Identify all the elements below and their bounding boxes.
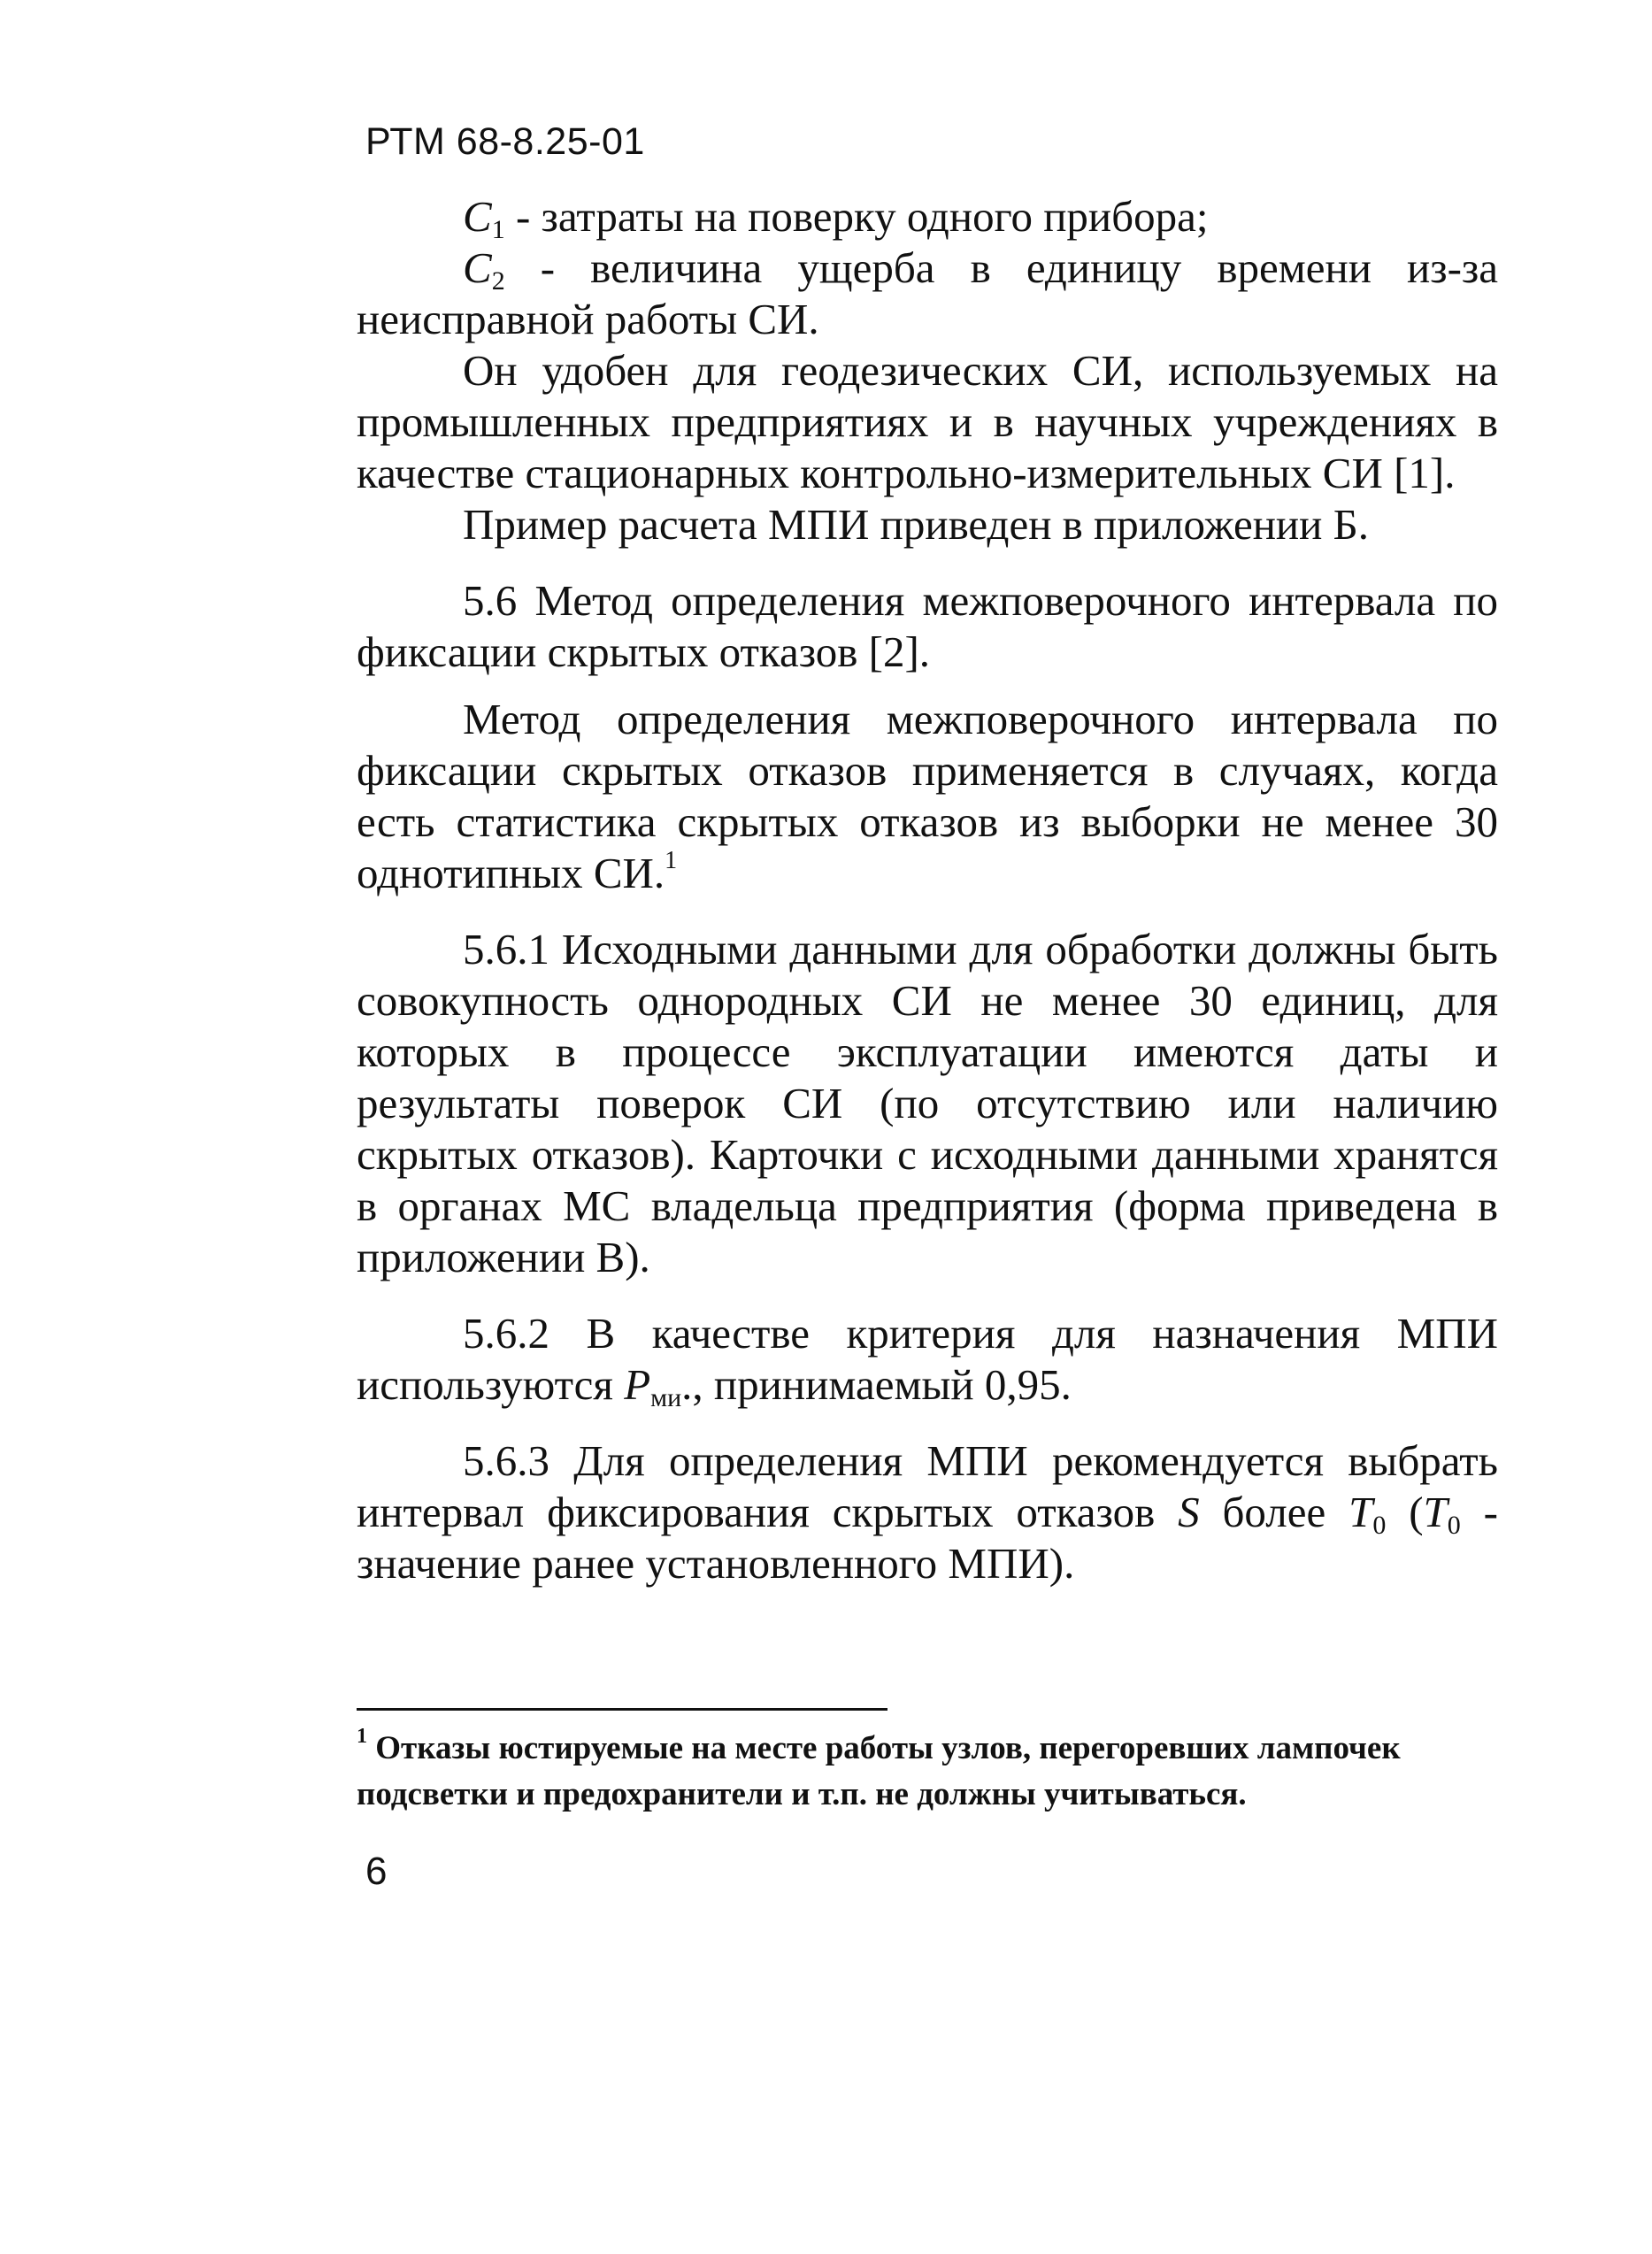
footnote-reference: 1	[665, 847, 678, 874]
footnote-text: Отказы юстируемые на месте работы узлов, перегоревших лампочек подсветки и предохранители и т.п. не должны учитываться.	[357, 1730, 1401, 1812]
paragraph-c1-definition	[357, 191, 1498, 242]
paragraph-method-application	[357, 694, 1498, 899]
paragraph-text: 5.6.3 Для определения МПИ рекомендуется выбрать интервал фиксирования скрытых отказов	[357, 1436, 1498, 1536]
section-5-6-1: 5.6.1 Исходными данными для обработки должны быть совокупность однородных СИ не менее 30 единиц, для которых в процессе эксплуатации имеются даты и результаты поверок СИ (по отсутствию или наличию скрытых отказов). Карточки с исходными данными хранятся в органах МС владельца предприятия (форма приведена в приложении В).	[357, 925, 1498, 1281]
section-heading-5-6: 5.6 Метод определения межповерочного интервала по фиксации скрытых отказов [2].	[357, 576, 1498, 676]
variable-s: S	[1178, 1488, 1200, 1536]
paragraph-text: - значение ранее установленного МПИ).	[357, 1488, 1498, 1588]
definition-text: - величина ущерба в единицу времени из-за неисправной работы СИ.	[357, 243, 1498, 343]
variable-t: T	[1423, 1488, 1448, 1536]
paragraph-text: (	[1386, 1488, 1424, 1536]
footnote-divider	[357, 1708, 887, 1711]
subscript: 1	[491, 215, 505, 244]
variable-c: C	[463, 192, 492, 241]
variable-t: T	[1348, 1488, 1373, 1536]
subscript: ми	[650, 1383, 682, 1412]
paragraph-text: 5.6.2 В качестве критерия для назначения МПИ используются	[357, 1309, 1498, 1409]
paragraph-text: Метод определения межповерочного интервала по фиксации скрытых отказов применяется в случаях, когда есть статистика скрытых отказов из выборки не менее 30 однотипных СИ.	[357, 695, 1498, 897]
footnote-mark: 1	[357, 1725, 367, 1748]
paragraph-text: ., принимаемый 0,95.	[681, 1360, 1072, 1409]
paragraph-text: более	[1199, 1488, 1349, 1536]
variable-c: C	[463, 243, 492, 292]
section-5-6-2	[357, 1308, 1498, 1411]
variable-p: P	[624, 1360, 651, 1409]
document-code-header: РТМ 68-8.25-01	[365, 120, 645, 163]
paragraph-c2-definition	[357, 242, 1498, 345]
subscript: 0	[1447, 1511, 1461, 1540]
section-5-6-3	[357, 1435, 1498, 1589]
subscript: 2	[491, 266, 505, 296]
paragraph-example-reference: Пример расчета МПИ приведен в приложении Б.	[463, 500, 1369, 549]
paragraph-method-usage: Он удобен для геодезических СИ, используемых на промышленных предприятиях и в научных учреждениях в качестве стационарных контрольно-измерительных СИ [1].	[357, 346, 1498, 497]
definition-text: - затраты на поверку одного прибора;	[504, 192, 1209, 241]
footnote	[357, 1726, 1498, 1818]
page-number: 6	[365, 1850, 388, 1893]
subscript: 0	[1372, 1511, 1387, 1540]
main-text	[357, 191, 1498, 1589]
